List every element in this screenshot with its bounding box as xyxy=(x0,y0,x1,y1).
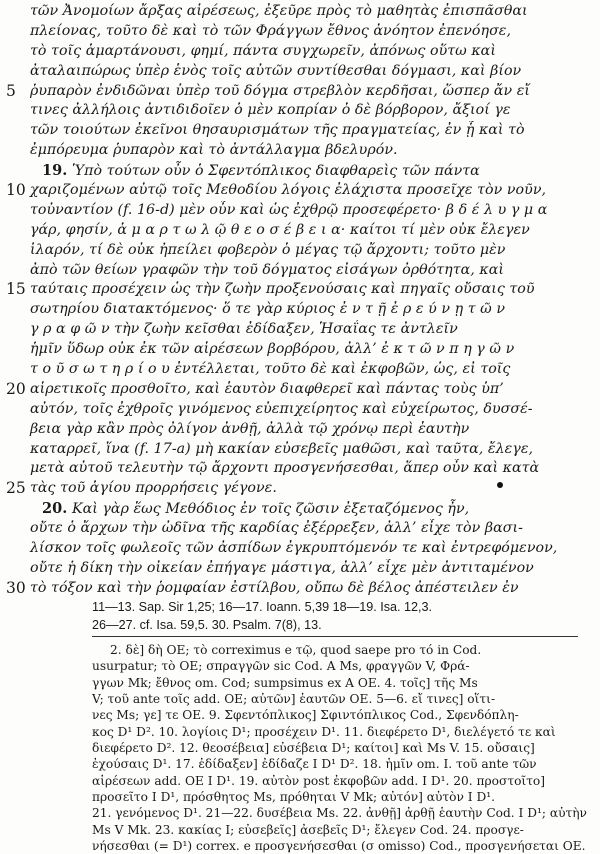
line-text: γάρ, φησίν, ἁ μ α ρ τ ω λ ῷ θ ε ο σ έ β ε ι α· καίτοι τί μὲν οὐκ ἔλεγεν xyxy=(30,221,530,238)
main-text xyxy=(0,2,600,599)
line-text: τῶν τοιούτων ἐκεῖνοι θησαυρισμάτων τῆς πραγματείας, ἐν ᾗ καὶ τὸ xyxy=(30,122,525,139)
line-number: 5 xyxy=(6,81,16,100)
line-text: τινες ἀλλήλοις ἀντιδιδοῖεν ὁ μὲν κοπρίαν ὁ δὲ βόρβορον, ἄξιοί γε xyxy=(30,102,511,119)
line-text: οὔτε ὁ ἄρχων τὴν ὠδῖνα τῆς καρδίας ἐξέρρεξεν, ἀλλ’ εἶχε τὸν βασι- xyxy=(30,520,523,537)
line-text: σωτηρίου διατακτόμενος· ὅ τε γὰρ κύριος ἐ ν τ ῇ ἐ ρ ε ύ ν ῃ τ ῶ ν xyxy=(30,301,506,318)
reference-line: 11—13. Sap. Sir 1,25; 16—17. Ioann. 5,39 18—19. Isa. 12,3. xyxy=(92,600,433,614)
line-number: 15 xyxy=(6,280,26,299)
text-line xyxy=(0,62,600,82)
line-number: 25 xyxy=(6,479,26,498)
line-text: λίσκον τοῖς φωλεοῖς τῶν ἀσπίδων ἐγκρυπτόμενόν τε καὶ ἐντρεφόμενον, xyxy=(30,540,558,557)
line-text: ἀπὸ τῶν θείων γραφῶν τὴν τοῦ δόγματος εἰσάγων ὀρθότητα, καὶ xyxy=(30,261,504,278)
line-text: τῶν Ἀνομοίων ἄρξας αἱρέσεως, ἐξεῦρε πρὸς τὸ μαθητὰς ἐπισπᾶσθαι xyxy=(30,3,528,19)
text-line xyxy=(0,141,600,161)
text-line xyxy=(0,420,600,440)
line-number: 30 xyxy=(6,578,26,597)
apparatus-line: κος D¹ D². 10. λογίοις D¹; προσέχειν D¹. 11. διεφέρετο D¹, διελέγετό τε καὶ xyxy=(92,724,556,739)
text-line xyxy=(0,320,600,340)
apparatus-line: 21. γενόμενος D¹. 21—22. δυσέβεια Ms. 22. ἀνθῇ] ἀρθῇ ἑαυτὴν Cod. I D¹; αὐτὴν xyxy=(92,806,587,821)
line-text: ἐμπόρευμα ῥυπαρὸν καὶ τὸ ἀντάλλαγμα βδελυρόν. xyxy=(30,142,398,159)
text-line xyxy=(0,221,600,241)
line-text: καταρρεῖ, ἵνα (f. 17-a) μὴ κακίαν εὐσεβεῖς μαθῶσι, καὶ ταῦτα, ἔλεγε, xyxy=(30,440,534,457)
text-line xyxy=(0,440,600,460)
line-text: Καὶ γὰρ ἕως Μεθόδιος ἐν τοῖς ζῶσιν ἐξεταζόμενος ἦν, xyxy=(71,501,470,518)
apparatus-line: Ms V Mk. 23. κακίας I; εὐσεβεῖς] ἀσεβεῖς D¹; ἔλεγεν Cod. 24. προσγε- xyxy=(92,822,524,837)
apparatus-line: V; τοῦ ante τοῖς add. OE; αὐτῶν] ἑαυτῶν OE. 5—6. εἴ τινες] οἵτι- xyxy=(92,692,496,707)
line-text: οὔτε ἡ δίκη τὴν οἰκείαν ἐπήγαγε μάστιγα, ἀλλ’ εἶχε μὲν ἀντιταμένον xyxy=(30,559,534,576)
line-text: αὐτόν, τοῖς ἐχθροῖς γινόμενος εὐεπιχείρητος καὶ εὐχείρωτος, δυσσέ- xyxy=(30,400,533,417)
line-text: ἡμῖν ὕδωρ οὐκ ἐκ τῶν αἱρέσεων βορβόρου, ἀλλ’ ἐ κ τ ῶ ν π η γ ῶ ν xyxy=(30,341,515,358)
footnote-divider xyxy=(92,636,578,637)
text-line xyxy=(0,42,600,62)
apparatus-line: ἐχούσαις D¹. 17. ἐδίδαξεν] ἐδίδαζε I D¹ D². 18. ἡμῖν om. I. τοῦ ante τῶν xyxy=(92,757,537,772)
line-text: ταύταις προσέχειν ὡς τὴν ζωὴν προξενούσαις καὶ πηγαῖς οὔσαις τοῦ xyxy=(30,281,535,298)
line-text: τοὐναντίον (f. 16-d) μὲν οὖν καὶ ὡς ἐχθρῷ προσεφέρετο· β δ έ λ υ γ μ α xyxy=(30,201,548,218)
line-number: 10 xyxy=(6,181,26,200)
apparatus-line: νήσεσθαι (= D¹) correx. e προσγενήσεσθαι (σ omisso) Cod., προσγενήσεται OE. xyxy=(92,839,586,854)
text-line xyxy=(0,280,600,300)
text-line xyxy=(0,579,600,599)
line-text: Ὑπὸ τούτων οὖν ὁ Σφεντόπλικος διαφθαρεὶς τῶν πάντα xyxy=(71,163,480,180)
text-line xyxy=(0,161,600,181)
line-text: τ ο ῦ σ ω τ η ρ ί ο υ ἐντέλλεται, τοῦτο δὲ καὶ ἐκφοβῶν, ὡς, εἰ τοῖς xyxy=(30,361,511,378)
line-text: τὰς τοῦ ἁγίου προρρήσεις γέγονε. xyxy=(30,480,277,497)
text-line xyxy=(0,300,600,320)
critical-apparatus xyxy=(0,642,600,854)
line-text: μετὰ αὐτοῦ τελευτὴν τῷ ἄρχοντι προσγενήσεσθαι, ἅπερ οὖν καὶ κατὰ xyxy=(30,460,540,477)
text-line xyxy=(0,499,600,519)
text-line xyxy=(0,201,600,221)
line-text: χαριζομένων αὐτῷ τοῖς Μεθοδίου λόγοις ἐλάχιστα προσεῖχε τὸν νοῦν, xyxy=(30,182,547,199)
apparatus-line: αἱρέσεων add. OE I D¹. 19. αὐτὸν post ἐκφοβῶν add. I D¹. 20. προστοῖτο] xyxy=(92,773,546,788)
paragraph-number: 20. xyxy=(42,500,68,518)
text-line xyxy=(0,539,600,559)
text-line xyxy=(0,340,600,360)
line-number: 20 xyxy=(6,379,26,398)
apparatus-line: γγων Mk; ἔθνος om. Cod; sumpsimus ex A OE. 4. τοῖς] τῆς Ms xyxy=(92,675,478,690)
line-text: βεια γὰρ κἂν πρὸς ὀλίγον ἀνθῇ, ἀλλὰ τῷ χρόνῳ περὶ ἑαυτὴν xyxy=(30,420,470,437)
text-line xyxy=(0,101,600,121)
text-line xyxy=(0,479,600,499)
text-line xyxy=(0,360,600,380)
scripture-references xyxy=(0,599,600,634)
line-text: τὸ τόξον καὶ τὴν ῥομφαίαν ἐστίλβου, οὔπω δὲ βέλος ἀπέστειλεν ἐν xyxy=(30,579,519,596)
paragraph-number: 19. xyxy=(42,162,68,180)
text-line xyxy=(0,400,600,420)
text-line xyxy=(0,22,600,42)
line-text: ἀταλαιπώρως ὑπὲρ ἑνὸς τοῖς αὐτῶν συντίθεσθαι δόγμασι, καὶ βίον xyxy=(30,62,522,79)
apparatus-line: usurpatur; τὸ OE; σπραγγῶν sic Cod. A Ms, φραγγῶν V, Φρά- xyxy=(92,659,470,674)
apparatus-line: διεφέρετο D². 12. θεοσέβεια] εὐσέβεια D¹; καίτοι] καὶ Ms V. 15. οὔσαις] xyxy=(92,741,535,756)
reference-line: 26—27. cf. Isa. 59,5. 30. Psalm. 7(8), 13. xyxy=(92,617,322,632)
text-line xyxy=(0,241,600,261)
line-text: ῥυπαρὸν ἐνδιδῶναι ὑπὲρ τοῦ δόγμα στρεβλὸν κερδῆσαι, ὥσπερ ἄν εἴ xyxy=(30,82,531,99)
apparatus-line: 2. δὲ] δὴ OE; τὸ correximus e τῷ, quod saepe pro τό in Cod. xyxy=(110,643,482,657)
line-text: πλείονας, τοῦτο δὲ καὶ τὸ τῶν Φράγγων ἔθνος ἀνόητον ἐπενόησε, xyxy=(30,22,512,39)
apparatus-line: νες Ms; γε] τε OE. 9. Σφεντόπλικος] Σφιντόπλικος Cod., Σφενδόπλη- xyxy=(92,708,519,723)
ink-dot-mark xyxy=(497,482,503,488)
line-text: τὸ τοῖς ἁμαρτάνουσι, φημί, πάντα συγχωρεῖν, ἀπόνως οὕτω καὶ xyxy=(30,42,496,59)
line-text: ἱλαρόν, τί δὲ οὐκ ἠπείλει φοβερὸν ὁ μέγας τῷ ἄρχοντι; τοῦτο μὲν xyxy=(30,241,506,258)
text-line xyxy=(0,559,600,579)
line-text: γ ρ α φ ῶ ν τὴν ζωὴν κεῖσθαι ἐδίδαξεν, Ἡσαΐας τε ἀντλεῖν xyxy=(30,321,458,338)
text-line xyxy=(0,380,600,400)
apparatus-line: προσεῖτο I D¹, πρόσθητος Ms, πρόθηται V Mk; αὐτόν] αὐτὸν I D¹. xyxy=(92,790,495,805)
line-text: αἱρετικοῖς προσθοῖτο, καὶ ἑαυτὸν διαφθερεῖ καὶ πάντας τοὺς ὑπ’ xyxy=(30,380,504,397)
text-line xyxy=(0,519,600,539)
text-line xyxy=(0,459,600,479)
text-line xyxy=(0,261,600,281)
text-line xyxy=(0,181,600,201)
text-line xyxy=(0,121,600,141)
text-line xyxy=(0,82,600,102)
text-line xyxy=(0,2,600,22)
